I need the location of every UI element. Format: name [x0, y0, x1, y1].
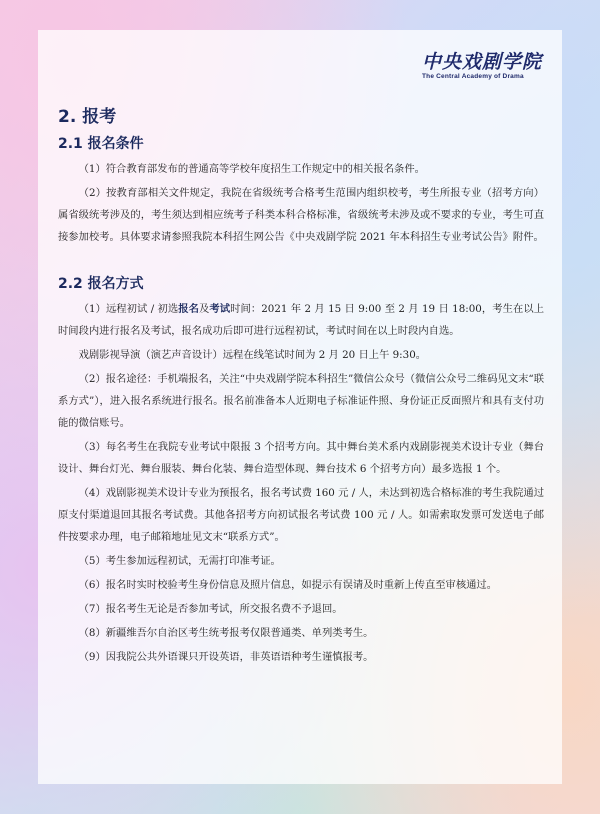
paragraph: （3）每名考生在我院专业考试中限报 3 个招考方向。其中舞台美术系内戏剧影视美术设计专业（舞台设计、舞台灯光、舞台服装、舞台化装、舞台造型体现、舞台技术 6 个招考方向）最多选报 1 个。	[58, 441, 544, 475]
paragraph: 戏剧影视导演（演艺声音设计）远程在线笔试时间为 2 月 20 日上午 9:30。	[78, 349, 427, 361]
subsection-title-methods: 2.2 报名方式	[58, 276, 144, 292]
logo-chinese-name: 中央戏剧学院	[421, 51, 542, 73]
paragraph: （7）报名考生无论是否参加考试，所交报名费不予退回。	[78, 603, 343, 615]
text-run: 及	[199, 303, 210, 315]
highlight-exam: 考试	[209, 303, 231, 315]
section-heading: 2. 报考	[58, 107, 117, 127]
paragraph: （6）报名时实时校验考生身份信息及照片信息，如提示有误请及时重新上传直至审核通过。	[78, 579, 498, 591]
paragraph: （4）戏剧影视美术设计专业为预报名，报名考试费 160 元 / 人，未达到初选合格标准的考生我院通过原支付渠道退回其报名考试费。其他各招考方向初试报名考试费 100 元 / 人。如需索取发票可发送电子邮件按要求办理，电子邮箱地址见文末“联系方式”。	[58, 487, 544, 543]
paragraph: （2）报名途径：手机端报名，关注“中央戏剧学院本科招生”微信公众号（微信公众号二维码见文末“联系方式”），进入报名系统进行报名。报名前准备本人近期电子标准证件照、身份证正反面照片和具有支付功能的微信账号。	[58, 373, 544, 429]
paragraph: （9）因我院公共外语课只开设英语，非英语语种考生谨慎报考。	[78, 651, 374, 663]
text-run: （1）远程初试 / 初选	[78, 303, 179, 315]
document-panel	[38, 30, 562, 784]
document-content	[58, 106, 544, 668]
paragraph: （8）新疆维吾尔自治区考生统考报考仅限普通类、单列类考生。	[78, 627, 374, 639]
logo-english-name: The Central Academy of Drama	[421, 73, 524, 80]
text-run: 时间：2021 年 2 月 15 日 9:00 至 2 月 19 日 18:00，考生在以上时间段内进行报名及考试，报名成功后即可进行远程初试，考试时间在以上时段内自选。	[58, 303, 545, 337]
paragraph: （2）按教育部相关文件规定，我院在省级统考合格考生范围内组织校考，考生所报专业（招考方向）属省级统考涉及的，考生须达到相应统考子科类本科合格标准，省级统考未涉及或不要求的专业，考生可直接参加校考。具体要求请参照我院本科招生网公告《中央戏剧学院 2021 年本科招生专业考试公告》附件。	[58, 187, 544, 243]
paragraph: （5）考生参加远程初试，无需打印准考证。	[78, 555, 281, 567]
paragraph: （1）符合教育部发布的普通高等学校年度招生工作规定中的相关报名条件。	[78, 163, 425, 175]
paragraph	[58, 298, 544, 342]
subsection-title-conditions: 2.1 报名条件	[58, 136, 144, 152]
highlight-registration: 报名	[178, 303, 200, 315]
academy-logo	[422, 52, 542, 80]
